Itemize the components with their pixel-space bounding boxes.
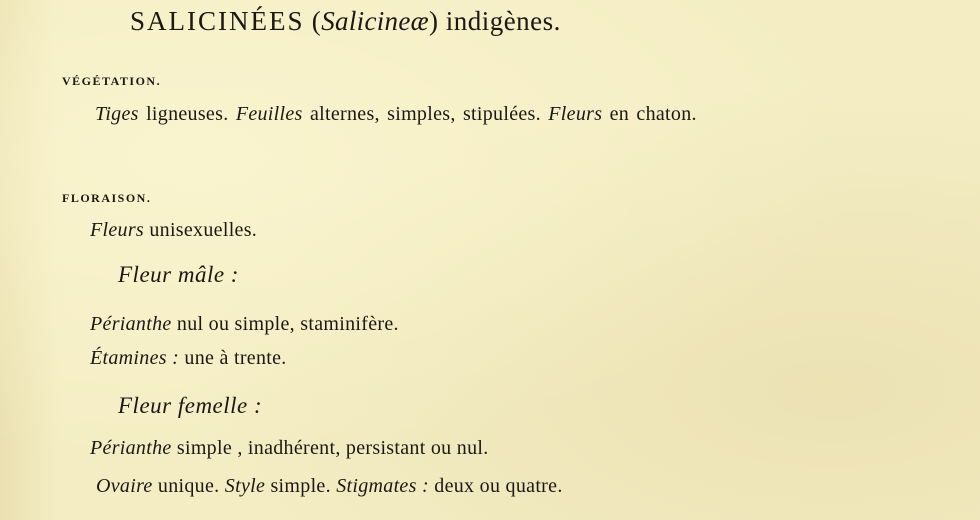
male-etamines-line [90, 347, 287, 370]
stigmates-text: deux ou quatre. [434, 475, 563, 497]
floraison-fleurs-term: Fleurs [90, 219, 145, 241]
title-suffix: indigènes. [445, 6, 561, 36]
title-main: SALICINÉES [130, 6, 305, 36]
style-term: Style [224, 475, 266, 497]
page-title [130, 6, 561, 37]
femelle-ovaire-line [96, 475, 563, 498]
floraison-line [90, 219, 257, 242]
male-etamines-text: une à trente. [184, 347, 287, 369]
style-text: simple. [270, 475, 331, 497]
male-etamines-term: Étamines : [90, 347, 180, 369]
fleurs-text: en chaton. [609, 103, 697, 125]
floraison-heading: FLORAISON. [62, 191, 152, 205]
ovaire-term: Ovaire [96, 475, 153, 497]
tiges-text: ligneuses. [146, 103, 229, 125]
title-open-paren: ( [311, 6, 322, 36]
floraison-fleurs-text: unisexuelles. [149, 219, 258, 241]
fleurs-term: Fleurs [548, 103, 603, 125]
title-close-paren: ) [428, 6, 439, 36]
ovaire-text: unique. [157, 475, 220, 497]
femelle-perianthe-term: Périanthe [90, 437, 172, 459]
male-perianthe-text: nul ou simple, staminifère. [176, 313, 399, 335]
tiges-term: Tiges [95, 103, 139, 125]
male-perianthe-term: Périanthe [90, 313, 172, 335]
feuilles-term: Feuilles [235, 103, 303, 125]
title-latin: Salicineæ [321, 6, 429, 36]
stigmates-term: Stigmates : [336, 475, 429, 497]
male-perianthe-line [90, 313, 399, 336]
feuilles-text: alternes, simples, stipulées. [309, 103, 541, 125]
femelle-perianthe-line [90, 437, 489, 460]
vegetation-heading: VÉGÉTATION. [62, 74, 162, 88]
fleur-femelle-heading: Fleur femelle : [118, 393, 263, 418]
fleur-male-heading: Fleur mâle : [118, 262, 239, 287]
femelle-perianthe-text: simple , inadhérent, persistant ou nul. [176, 437, 489, 459]
vegetation-paragraph [95, 97, 855, 132]
